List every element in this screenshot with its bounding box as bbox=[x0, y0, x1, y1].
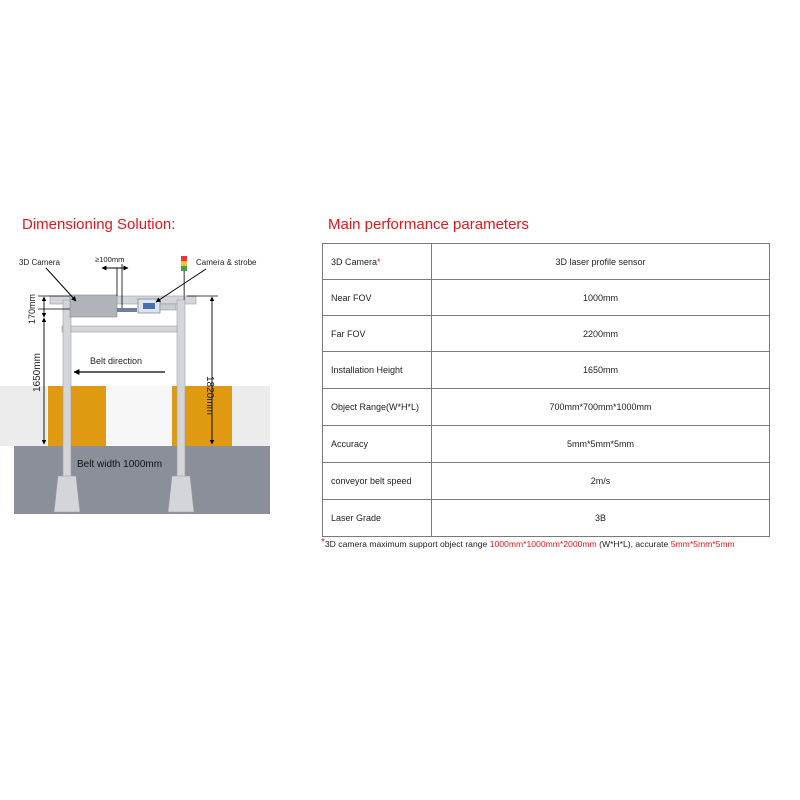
dimensioning-diagram bbox=[0, 240, 320, 530]
param-name: conveyor belt speed bbox=[323, 463, 432, 500]
table-row bbox=[323, 500, 770, 537]
table-row bbox=[323, 463, 770, 500]
frame-foot-left bbox=[54, 476, 80, 512]
param-value: 3D laser profile sensor bbox=[432, 244, 770, 280]
signal-light-pole bbox=[184, 270, 186, 300]
belt-width-label: Belt width 1000mm bbox=[77, 459, 163, 470]
param-value: 2m/s bbox=[432, 463, 770, 500]
signal-light-red bbox=[181, 256, 187, 261]
dim-170-label: 170mm bbox=[27, 293, 37, 324]
performance-parameters-title: Main performance parameters bbox=[328, 216, 529, 233]
required-star: * bbox=[377, 256, 381, 267]
table-row bbox=[323, 280, 770, 316]
strobe-label: Camera & strobe bbox=[196, 258, 257, 267]
param-value: 1650mm bbox=[432, 352, 770, 389]
dim-1820-label: 1820mm bbox=[204, 376, 215, 415]
footnote-star: * bbox=[321, 537, 325, 548]
param-value: 1000mm bbox=[432, 280, 770, 316]
table-row bbox=[323, 244, 770, 280]
table-row bbox=[323, 316, 770, 352]
param-name: Near FOV bbox=[323, 280, 432, 316]
frame-cross-beam bbox=[62, 326, 184, 332]
param-name: 3D Camera* bbox=[323, 244, 432, 280]
param-value: 3B bbox=[432, 500, 770, 537]
param-name: Installation Height bbox=[323, 352, 432, 389]
dimensioning-solution-title: Dimensioning Solution: bbox=[22, 216, 176, 233]
param-name: Object Range(W*H*L) bbox=[323, 389, 432, 426]
spacing-label: ≥100mm bbox=[95, 255, 125, 264]
strobe-mount bbox=[160, 304, 176, 310]
camera-bracket bbox=[117, 308, 137, 312]
param-name: Far FOV bbox=[323, 316, 432, 352]
signal-light-green bbox=[181, 266, 187, 271]
footnote-text-2: (W*H*L), accurate bbox=[596, 539, 671, 549]
camera-label: 3D Camera bbox=[19, 258, 60, 267]
conveyor-belt bbox=[14, 446, 270, 514]
table-row bbox=[323, 426, 770, 463]
footnote-text-1: 3D camera maximum support object range bbox=[324, 539, 490, 549]
param-value: 2200mm bbox=[432, 316, 770, 352]
table-row bbox=[323, 389, 770, 426]
belt-direction-label: Belt direction bbox=[90, 356, 143, 366]
performance-table bbox=[322, 243, 770, 537]
right-wall bbox=[232, 386, 270, 446]
frame-foot-right bbox=[168, 476, 194, 512]
dim-1650-label: 1650mm bbox=[32, 353, 43, 392]
table-row bbox=[323, 352, 770, 389]
box-left bbox=[48, 386, 106, 446]
param-value: 5mm*5mm*5mm bbox=[432, 426, 770, 463]
param-name: Laser Grade bbox=[323, 500, 432, 537]
footnote-accuracy: 5mm*5mm*5mm bbox=[670, 539, 735, 549]
param-name: Accuracy bbox=[323, 426, 432, 463]
left-wall bbox=[0, 386, 47, 446]
camera-housing bbox=[70, 295, 117, 317]
strobe-lens bbox=[143, 303, 155, 309]
signal-light-yellow bbox=[181, 261, 187, 266]
footnote-range: 1000mm*1000mm*2000mm bbox=[489, 539, 597, 549]
param-value: 700mm*700mm*1000mm bbox=[432, 389, 770, 426]
footnote bbox=[321, 537, 735, 549]
